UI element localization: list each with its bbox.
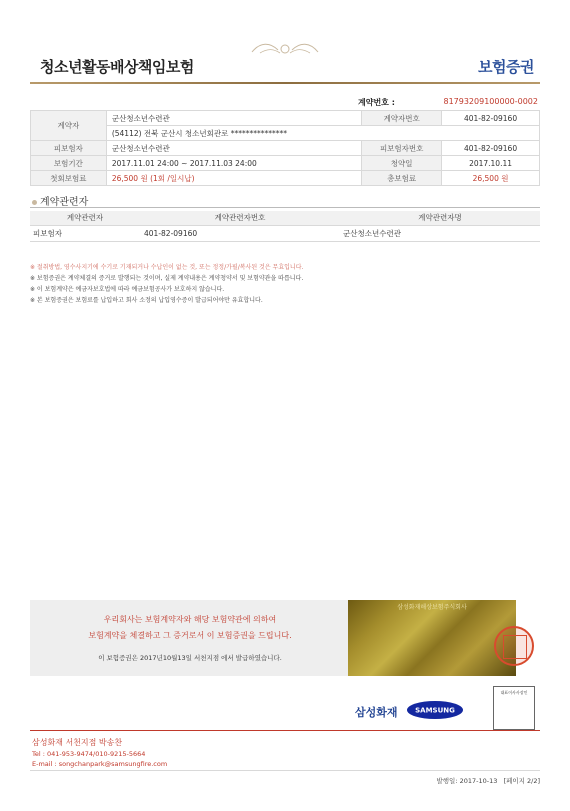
contract-number-value: 81793209100000-0002 (443, 97, 538, 106)
contract-number-label: 계약번호 : (358, 98, 395, 107)
column-header: 계약관련자 (30, 211, 140, 225)
contractor-number: 401-82-09160 (442, 111, 540, 126)
contractor-label: 계약자 (31, 111, 107, 141)
footer-divider (30, 770, 540, 771)
related-section-heading (32, 193, 88, 208)
column-header: 계약관련자번호 (140, 211, 340, 225)
page-title: 청소년활동배상책임보험 (40, 58, 194, 76)
agent-divider (30, 730, 540, 731)
certification-box (30, 600, 350, 676)
agent-phone: Tel : 041-953-9474/010-9215-5664 (32, 750, 146, 758)
stamp-text: 대표이사사장인 (500, 690, 528, 695)
samsung-fire-logo: 삼성화재 (355, 706, 398, 719)
total-premium: 26,500 원 (442, 171, 540, 186)
certification-line-1: 우리회사는 보험계약자와 해당 보험약관에 의하여 (103, 615, 277, 624)
contractor-number-label: 계약자번호 (362, 111, 442, 126)
first-premium: 26,500 원 (1회 /일시납) (106, 171, 361, 186)
header-ornament (250, 40, 320, 56)
hologram-text: 삼성화재해상보험주식회사 (397, 604, 467, 611)
insured-number-label: 피보험자번호 (362, 141, 442, 156)
contract-details-table (30, 110, 540, 186)
table-row (30, 225, 540, 241)
footer (436, 776, 540, 785)
related-role: 피보험자 (30, 225, 140, 241)
related-number: 401-82-09160 (140, 225, 340, 241)
issue-statement: 이 보험증권은 2017년10월13일 서천지점 에서 발급하였습니다. (98, 654, 282, 662)
column-header: 계약관련자명 (340, 211, 540, 225)
note-item: ※ 보험증권은 계약체결의 증거로 발행되는 것이며, 실제 계약내용은 계약청약서 및 보험약관을 따릅니다. (30, 275, 304, 282)
period-value: 2017.11.01 24:00 ~ 2017.11.03 24:00 (106, 156, 361, 171)
header-divider (30, 82, 540, 84)
contract-date-label: 청약일 (362, 156, 442, 171)
ceo-stamp (493, 686, 535, 730)
note-item: ※ 절취방법, 영수사지기에 수기로 기재되거나 수납인이 없는 것, 또는 정정/가필/복사된 것은 무효입니다. (30, 264, 304, 271)
company-seal-icon (494, 626, 534, 666)
related-name: 군산청소년수련관 (340, 225, 540, 241)
samsung-logo-icon (406, 700, 464, 720)
contractor-address: (54112) 전북 군산시 청소년회관로 *************** (106, 126, 539, 141)
first-premium-label: 첫회보험료 (31, 171, 107, 186)
note-item: ※ 본 보험증권은 보험료를 납입하고 회사 소정의 납입영수증이 발급되어야만 유효합니다. (30, 297, 263, 304)
insured-label: 피보험자 (31, 141, 107, 156)
security-hologram (348, 600, 516, 676)
contractor-name: 군산청소년수련관 (106, 111, 361, 126)
note-item: ※ 이 보험계약은 예금자보호법에 따라 예금보험공사가 보호하지 않습니다. (30, 286, 225, 293)
agent-name: 삼성화재 서천지점 박송찬 (32, 738, 123, 747)
certification-line-2: 보험계약을 체결하고 그 증거로서 이 보험증권을 드립니다. (88, 631, 292, 640)
related-parties-table (30, 211, 540, 242)
contract-date: 2017.10.11 (442, 156, 540, 171)
insured-number: 401-82-09160 (442, 141, 540, 156)
notes (30, 262, 540, 306)
issue-date: 발행일: 2017-10-13 (436, 777, 498, 785)
total-premium-label: 총보험료 (362, 171, 442, 186)
bullet-icon (32, 200, 37, 205)
document-type: 보험증권 (478, 58, 534, 76)
period-label: 보험기간 (31, 156, 107, 171)
insured-name: 군산청소년수련관 (106, 141, 361, 156)
related-section-title: 계약관련자 (40, 197, 89, 208)
agent-email[interactable]: E-mail : songchanpark@samsungfire.com (32, 760, 168, 768)
samsung-logo-text: SAMSUNG (415, 706, 455, 715)
section-divider (30, 207, 540, 208)
page-indicator: [페이지 2/2] (503, 777, 540, 785)
